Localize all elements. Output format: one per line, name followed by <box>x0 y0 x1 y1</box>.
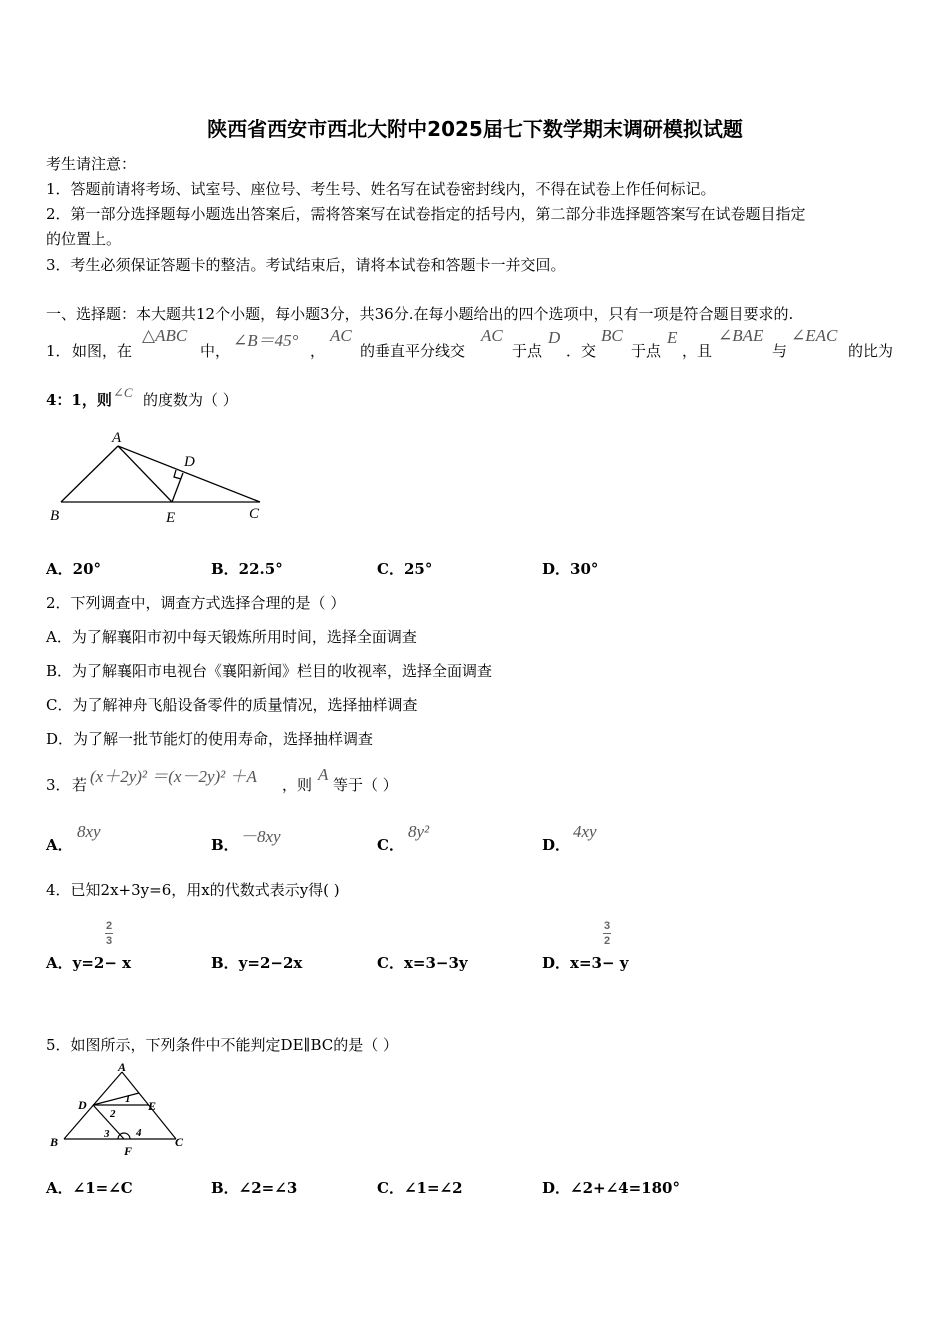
q5-stem: 5．如图所示，下列条件中不能判定DE∥BC的是（ ） <box>46 1036 398 1054</box>
q5-label-d: D <box>78 1098 87 1112</box>
q1-text: 于点 <box>512 342 543 360</box>
q5-label-b: B <box>50 1135 59 1149</box>
q1-label-a: A <box>112 430 122 446</box>
q5-triangle-figure <box>44 1060 194 1160</box>
q3-option-b-label[interactable]: B． <box>211 836 239 854</box>
q1-text: ，且 <box>682 342 713 360</box>
q1-math-triangle: △ABC <box>142 326 188 345</box>
q4-option-d[interactable]: D．x=3− y <box>542 954 629 972</box>
q4-stem: 4．已知2x+3y=6，用x的代数式表示y得( ) <box>46 881 340 899</box>
q5-option-b[interactable]: B．∠2=∠3 <box>211 1179 298 1197</box>
q3-number: 3． <box>46 776 71 794</box>
q1-math-bc: BC <box>601 326 623 345</box>
q3-option-c-label[interactable]: C． <box>377 836 404 854</box>
q5-label-a: A <box>118 1060 127 1074</box>
q5-angle-1: 1 <box>125 1093 131 1105</box>
q1-label-d: D <box>184 454 195 470</box>
q1-math-d: D <box>548 328 561 347</box>
q5-angle-2: 2 <box>110 1108 116 1120</box>
q5-angle-3: 3 <box>104 1128 110 1140</box>
q1-label-c: C <box>249 506 260 522</box>
q1-text: 中， <box>200 342 231 360</box>
q1-text: 于点 <box>631 342 662 360</box>
q2-option-c[interactable]: C．为了解神舟飞船设备零件的质量情况，选择抽样调查 <box>46 696 418 714</box>
q4-fraction-d-bar <box>603 933 611 934</box>
q3-text: 若 <box>72 776 88 794</box>
q1-option-d[interactable]: D．30° <box>542 560 599 578</box>
q1-text-line2: 的度数为（ ） <box>143 391 238 409</box>
q4-option-c[interactable]: C．x=3−3y <box>377 954 468 972</box>
q4-fraction-a-bar <box>105 933 113 934</box>
q2-option-a[interactable]: A．为了解襄阳市初中每天锻炼所用时间，选择全面调查 <box>46 628 417 646</box>
q3-option-a-value: 8xy <box>77 822 101 841</box>
notice-line-1: 1．答题前请将考场、试室号、座位号、考生号、姓名写在试卷密封线内，不得在试卷上作任何标记。 <box>46 180 716 198</box>
section-heading: 一、选择题：本大题共12个小题，每小题3分，共36分.在每小题给出的四个选项中，只有一项是符合题目要求的. <box>46 305 794 323</box>
q4-fraction-d-denominator: 2 <box>604 935 611 947</box>
q3-option-d-label[interactable]: D． <box>542 836 571 854</box>
notice-line-2: 2．第一部分选择题每小题选出答案后，需将答案写在试卷指定的括号内，第二部分非选择题答案写在试卷题目指定 <box>46 205 806 223</box>
q4-option-b[interactable]: B．y=2−2x <box>211 954 303 972</box>
q2-stem: 2．下列调查中，调查方式选择合理的是（ ） <box>46 594 346 612</box>
q1-text: 与 <box>772 342 788 360</box>
q5-label-e: E <box>148 1099 157 1113</box>
notice-heading: 考生请注意： <box>46 155 137 173</box>
q4-option-a[interactable]: A．y=2− x <box>46 954 132 972</box>
q1-text: ．交 <box>566 342 597 360</box>
q3-text: 等于（ ） <box>333 776 398 794</box>
q1-math-angle-c: ∠C <box>113 385 133 400</box>
q1-text-line2: 4：1，则 <box>46 391 112 409</box>
q5-label-f: F <box>124 1144 133 1158</box>
q1-math-angle-bae: ∠BAE <box>718 326 764 345</box>
q1-number: 1． <box>46 342 71 360</box>
q3-option-d-value: 4xy <box>573 822 597 841</box>
q1-text: 的垂直平分线交 <box>360 342 466 360</box>
q5-label-c: C <box>175 1135 184 1149</box>
notice-line-2-cont: 的位置上。 <box>46 230 122 248</box>
page-title: 陕西省西安市西北大附中2025届七下数学期末调研模拟试题 <box>207 117 743 141</box>
q5-option-c[interactable]: C．∠1=∠2 <box>377 1179 463 1197</box>
q1-text: 的比为 <box>848 342 894 360</box>
q3-option-c-value: 8y² <box>408 822 430 841</box>
q3-option-a-label[interactable]: A． <box>46 836 73 854</box>
q2-option-d[interactable]: D．为了解一批节能灯的使用寿命，选择抽样调查 <box>46 730 374 748</box>
q5-angle-4: 4 <box>136 1127 142 1139</box>
q1-math-angle-b: ∠B＝45° <box>233 331 299 350</box>
q1-math-ac: AC <box>330 326 352 345</box>
q1-math-angle-eac: ∠EAC <box>791 326 838 345</box>
notice-line-3: 3．考生必须保证答题卡的整洁。考试结束后，请将本试卷和答题卡一并交回。 <box>46 256 566 274</box>
q3-expression: (x＋2y)² ＝(x－2y)² ＋A <box>90 767 257 786</box>
q4-fraction-d-numerator: 3 <box>604 920 611 932</box>
q1-math-ac: AC <box>481 326 503 345</box>
q1-text: 如图，在 <box>72 342 133 360</box>
q4-fraction-a-denominator: 3 <box>106 935 113 947</box>
q3-option-b-value: －8xy <box>240 827 281 846</box>
q3-math-a: A <box>318 765 329 784</box>
q3-text: ，则 <box>282 776 313 794</box>
q1-label-e: E <box>166 510 176 525</box>
q1-label-b: B <box>50 508 60 524</box>
q1-option-c[interactable]: C．25° <box>377 560 433 578</box>
q1-option-a[interactable]: A．20° <box>46 560 102 578</box>
q5-option-a[interactable]: A．∠1=∠C <box>46 1179 133 1197</box>
q1-text: ， <box>310 342 326 360</box>
q2-option-b[interactable]: B．为了解襄阳市电视台《襄阳新闻》栏目的收视率，选择全面调查 <box>46 662 493 680</box>
q1-option-b[interactable]: B．22.5° <box>211 560 283 578</box>
q5-option-d[interactable]: D．∠2+∠4=180° <box>542 1179 680 1197</box>
q1-math-e: E <box>667 328 678 347</box>
q1-triangle-figure <box>44 425 274 525</box>
q4-fraction-a-numerator: 2 <box>106 920 113 932</box>
